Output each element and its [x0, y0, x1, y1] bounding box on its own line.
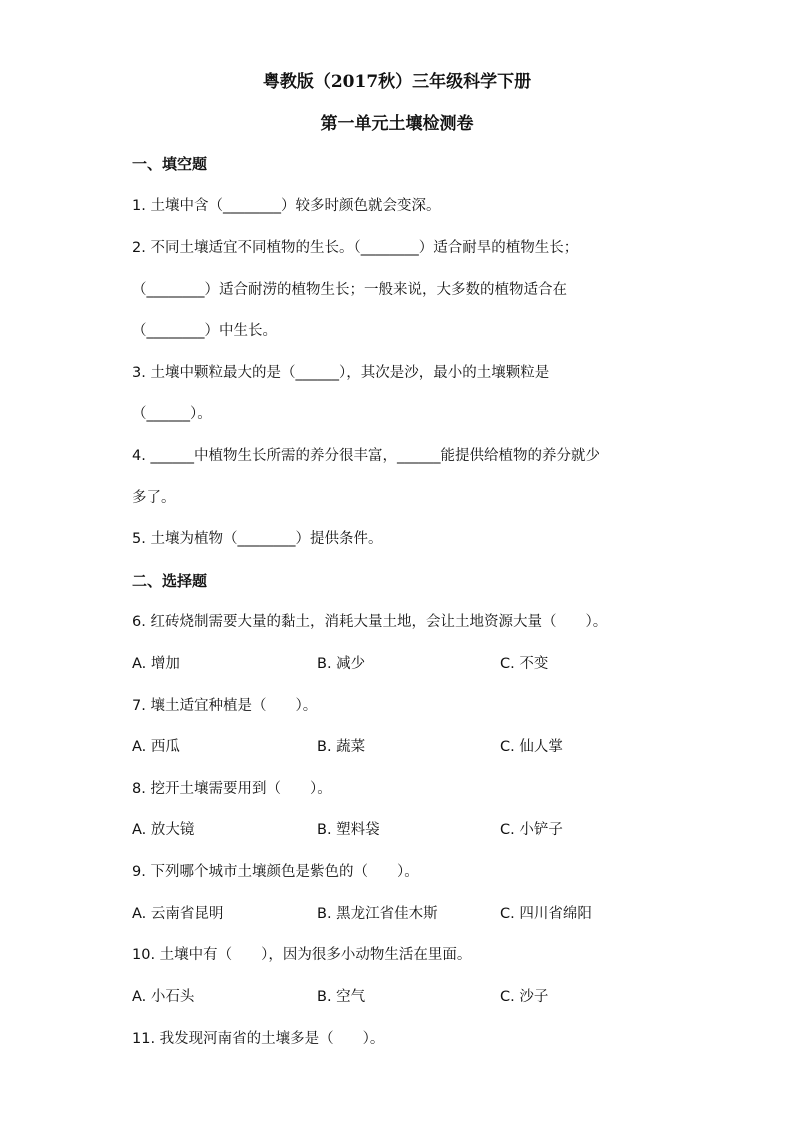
q10-option-a: A. 小石头: [132, 989, 195, 1005]
question-10: 10. 土壤中有（ ），因为很多小动物生活在里面。: [132, 947, 472, 963]
question-3-line-2: （______）。: [132, 406, 212, 422]
q9-option-a: A. 云南省昆明: [132, 906, 224, 922]
q10-option-b: B. 空气: [317, 989, 366, 1005]
page-title: 粤教版（2017秋）三年级科学下册: [262, 72, 532, 92]
q7-option-a: A. 西瓜: [132, 739, 180, 755]
question-11: 11. 我发现河南省的土壤多是（ ）。: [132, 1031, 385, 1047]
question-8: 8. 挖开土壤需要用到（ ）。: [132, 781, 332, 797]
section-heading-multiple-choice: 二、选择题: [132, 572, 208, 590]
q10-option-c: C. 沙子: [500, 989, 549, 1005]
question-2-line-2: （________）适合耐涝的植物生长；一般来说，大多数的植物适合在: [132, 282, 567, 298]
question-6: 6. 红砖烧制需要大量的黏土，消耗大量土地，会让土地资源大量（ ）。: [132, 614, 608, 630]
question-9: 9. 下列哪个城市土壤颜色是紫色的（ ）。: [132, 864, 419, 880]
question-3-line-1: 3. 土壤中颗粒最大的是（______），其次是沙，最小的土壤颗粒是: [132, 365, 550, 381]
question-4-line-2: 多了。: [132, 490, 176, 506]
question-4-line-1: 4. ______中植物生长所需的养分很丰富，______能提供给植物的养分就少: [132, 448, 600, 464]
page-subtitle: 第一单元土壤检测卷: [320, 114, 474, 134]
q7-option-c: C. 仙人掌: [500, 739, 563, 755]
question-2-line-3: （________）中生长。: [132, 323, 277, 339]
question-1: 1. 土壤中含（________）较多时颜色就会变深。: [132, 198, 441, 214]
question-2-line-1: 2. 不同土壤适宜不同植物的生长。（________）适合耐旱的植物生长；: [132, 240, 579, 256]
q8-option-b: B. 塑料袋: [317, 822, 380, 838]
q6-option-a: A. 增加: [132, 656, 180, 672]
question-7: 7. 壤土适宜种植是（ ）。: [132, 698, 318, 714]
q8-option-a: A. 放大镜: [132, 822, 195, 838]
q9-option-b: B. 黑龙江省佳木斯: [317, 906, 438, 922]
section-heading-fill-blank: 一、填空题: [132, 155, 208, 173]
q7-option-b: B. 蔬菜: [317, 739, 366, 755]
question-5: 5. 土壤为植物（________）提供条件。: [132, 531, 383, 547]
q6-option-b: B. 减少: [317, 656, 366, 672]
q8-option-c: C. 小铲子: [500, 822, 563, 838]
q6-option-c: C. 不变: [500, 656, 549, 672]
q9-option-c: C. 四川省绵阳: [500, 906, 592, 922]
